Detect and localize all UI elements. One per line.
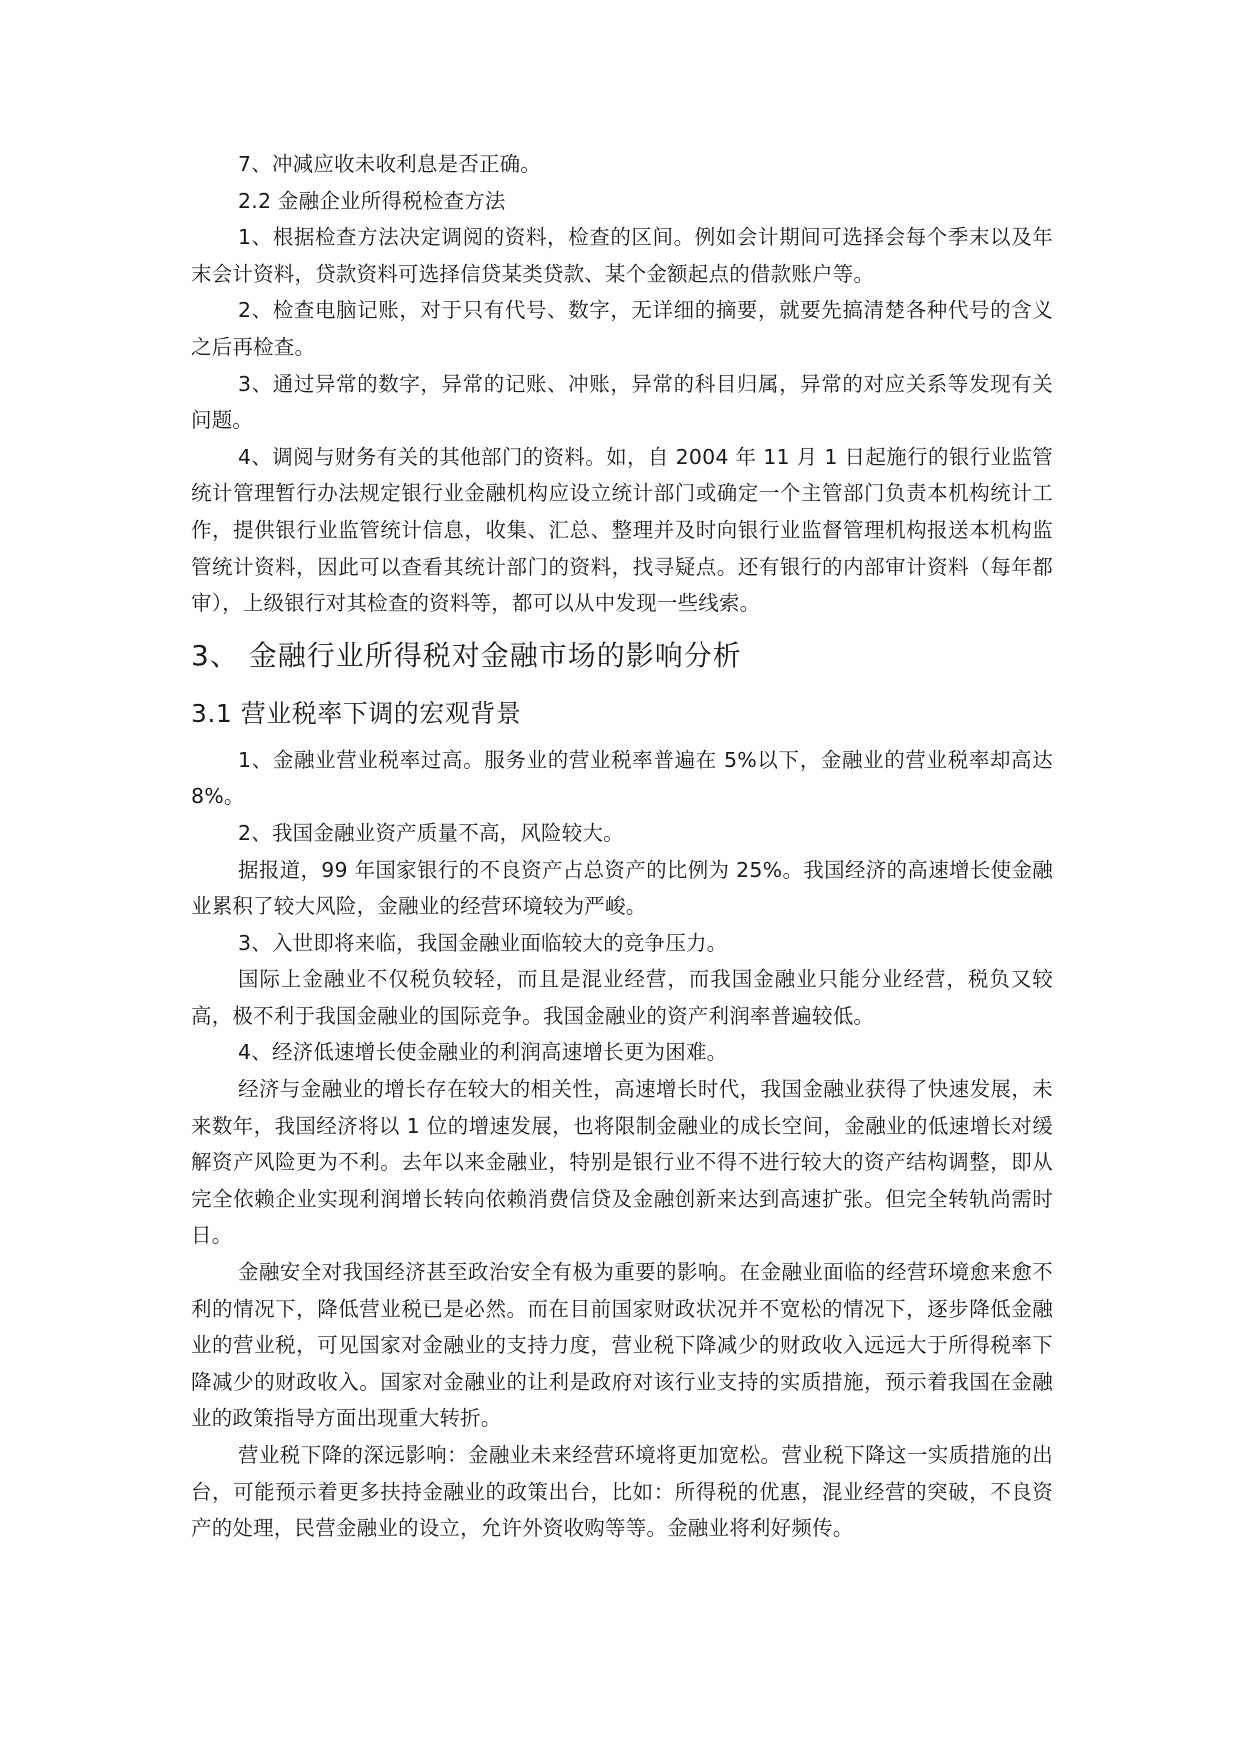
paragraph-method-3: 3、通过异常的数字，异常的记账、冲账，异常的科目归属，异常的对应关系等发现有关问题。: [191, 371, 1053, 433]
paragraph-method-1: 1、根据检查方法决定调阅的资料，检查的区间。例如会计期间可选择会每个季末以及年末会计资料，贷款资料可选择信贷某类贷款、某个金额起点的借款账户等。: [191, 225, 1053, 286]
paragraph-reason-4-detail: 经济与金融业的增长存在较大的相关性，高速增长时代，我国金融业获得了快速发展，未来数年，我国经济将以 1 位的增速发展，也将限制金融业的成长空间，金融业的低速增长对缓解资产风险更为不利。去年以来金融业，特别是银行业不得不进行较大的资产结构调整，即从完全依赖企业实现利润增长转向依赖消费信贷及金融创新来达到高速扩张。但完全转轨尚需时日。: [191, 1077, 1053, 1248]
paragraph-reason-3-detail: 国际上金融业不仅税负较轻，而且是混业经营，而我国金融业只能分业经营，税负又较高，极不利于我国金融业的国际竞争。我国金融业的资产利润率普遍较低。: [191, 967, 1053, 1028]
paragraph-reason-4: 4、经济低速增长使金融业的利润高速增长更为困难。: [238, 1040, 728, 1065]
paragraph-far-reaching-impact: 营业税下降的深远影响：金融业未来经营环境将更加宽松。营业税下降这一实质措施的出台，可能预示着更多扶持金融业的政策出台，比如：所得税的优惠，混业经营的突破，不良资产的处理，民营金融业的设立，允许外资收购等等。金融业将利好频传。: [191, 1443, 1053, 1541]
section-heading-3-1: 3.1 营业税率下调的宏观背景: [191, 698, 522, 728]
paragraph-reason-2-detail: 据报道，99 年国家银行的不良资产占总资产的比例为 25%。我国经济的高速增长使金融业累积了较大风险，金融业的经营环境较为严峻。: [191, 857, 1053, 919]
chapter-heading-3: 3、 金融行业所得税对金融市场的影响分析: [191, 638, 742, 672]
paragraph-financial-security: 金融安全对我国经济甚至政治安全有极为重要的影响。在金融业面临的经营环境愈来愈不利的情况下，降低营业税已是必然。而在目前国家财政状况并不宽松的情况下，逐步降低金融业的营业税，可见国家对金融业的支持力度，营业税下降减少的财政收入远远大于所得税率下降减少的财政收入。国家对金融业的让利是政府对该行业支持的实质措施，预示着我国在金融业的政策指导方面出现重大转折。: [191, 1260, 1053, 1431]
paragraph-reason-1: 1、金融业营业税率过高。服务业的营业税率普遍在 5%以下，金融业的营业税率却高达 8%。: [191, 747, 1053, 809]
paragraph-method-4: 4、调阅与财务有关的其他部门的资料。如，自 2004 年 11 月 1 日起施行的银行业监管统计管理暂行办法规定银行业金融机构应设立统计部门或确定一个主管部门负责本机构统计工作，提供银行业监管统计信息，收集、汇总、整理并及时向银行业监督管理机构报送本机构监管统计资料，因此可以查看其统计部门的资料，找寻疑点。还有银行的内部审计资料（每年都审），上级银行对其检查的资料等，都可以从中发现一些线索。: [191, 444, 1053, 616]
paragraph-reason-3: 3、入世即将来临，我国金融业面临较大的竞争压力。: [238, 930, 728, 955]
section-heading-2-2: 2.2 金融企业所得税检查方法: [238, 188, 506, 213]
paragraph-reason-2: 2、我国金融业资产质量不高，风险较大。: [238, 820, 624, 845]
paragraph-method-2: 2、检查电脑记账，对于只有代号、数字，无详细的摘要，就要先搞清楚各种代号的含义之后再检查。: [191, 298, 1053, 359]
document-page: [191, 146, 1053, 1547]
paragraph-item-7: 7、冲减应收未收利息是否正确。: [238, 152, 542, 176]
